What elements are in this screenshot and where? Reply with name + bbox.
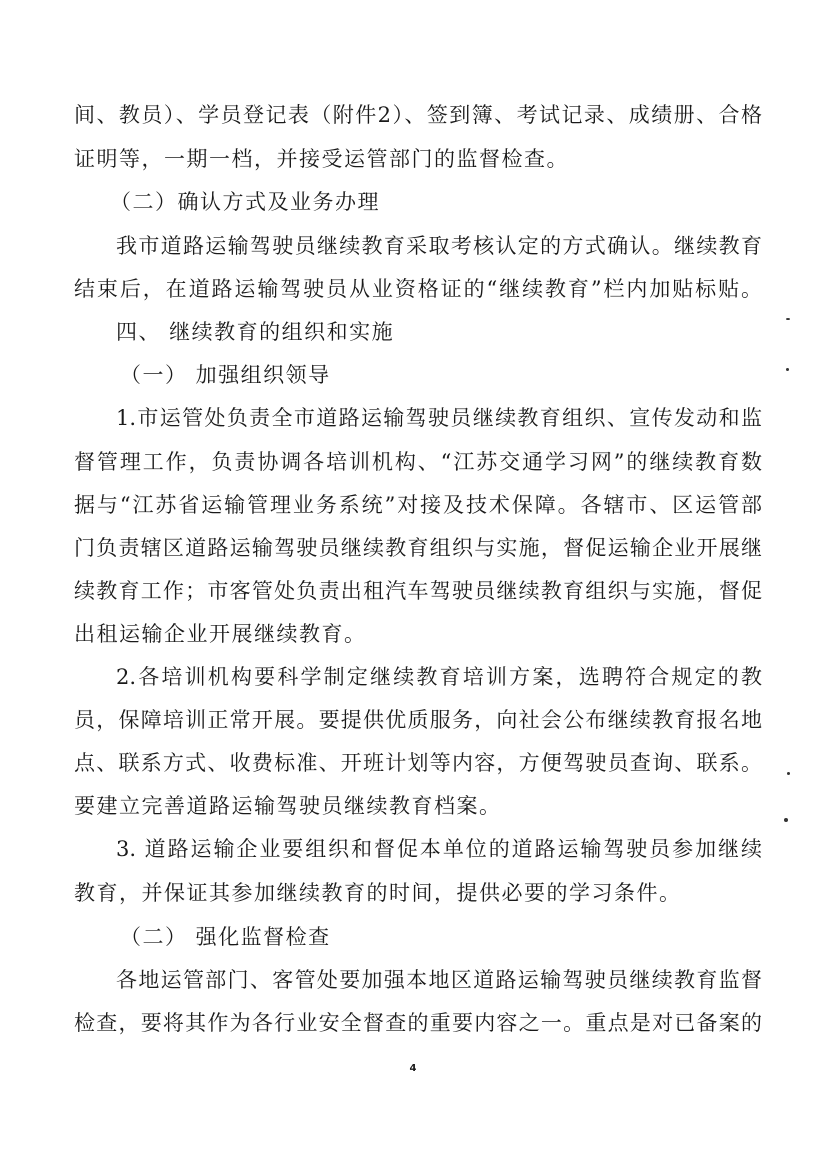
scan-speck <box>787 772 790 775</box>
section-heading-supervision: （二） 强化监督检查 <box>120 925 331 949</box>
body-line-15: 员，保障培训正常开展。要提供优质服务，向社会公布继续教育报名地 <box>74 708 762 732</box>
body-line-18: 3. 道路运输企业要组织和督促本单位的道路运输驾驶员参加继续 <box>116 837 762 861</box>
body-line-22: 检查，要将其作为各行业安全督查的重要内容之一。重点是对已备案的 <box>74 1011 762 1035</box>
body-line-14: 2.各培训机构要科学制定继续教育培训方案，选聘符合规定的教 <box>116 665 762 689</box>
body-line-17: 要建立完善道路运输驾驶员继续教育档案。 <box>74 794 502 818</box>
body-line-11: 门负责辖区道路运输驾驶员继续教育组织与实施，督促运输企业开展继 <box>74 536 762 560</box>
body-line-10: 据与“江苏省运输管理业务系统”对接及技术保障。各辖市、区运管部 <box>74 493 762 517</box>
section-heading-leadership: （一） 加强组织领导 <box>120 363 331 387</box>
scan-speck <box>784 818 788 822</box>
body-line-12: 续教育工作；市客管处负责出租汽车驾驶员继续教育组织与实施，督促 <box>74 579 762 603</box>
body-line-21: 各地运管部门、客管处要加强本地区道路运输驾驶员继续教育监督 <box>116 968 762 992</box>
body-line-13: 出租运输企业开展继续教育。 <box>74 622 367 646</box>
body-line-9: 督管理工作，负责协调各培训机构、“江苏交通学习网”的继续教育数 <box>74 450 762 474</box>
body-line-4: 我市道路运输驾驶员继续教育采取考核认定的方式确认。继续教育 <box>116 234 762 258</box>
chapter-heading-organization: 四、 继续教育的组织和实施 <box>116 320 395 344</box>
page-number: 4 <box>409 1063 417 1074</box>
body-line-2: 证明等，一期一档，并接受运管部门的监督检查。 <box>74 147 569 171</box>
section-heading-confirmation: （二）确认方式及业务办理 <box>110 190 380 214</box>
body-line-8: 1.市运管处负责全市道路运输驾驶员继续教育组织、宣传发动和监 <box>116 406 762 430</box>
scan-speck <box>786 368 789 371</box>
body-line-16: 点、联系方式、收费标准、开班计划等内容，方便驾驶员查询、联系。 <box>74 751 762 775</box>
body-line-1: 间、教员）、学员登记表（附件2）、签到簿、考试记录、成绩册、合格 <box>74 103 762 127</box>
body-line-5: 结束后，在道路运输驾驶员从业资格证的“继续教育”栏内加贴标贴。 <box>74 277 762 301</box>
body-line-19: 教育，并保证其参加继续教育的时间，提供必要的学习条件。 <box>74 881 682 905</box>
scan-speck <box>786 318 790 320</box>
